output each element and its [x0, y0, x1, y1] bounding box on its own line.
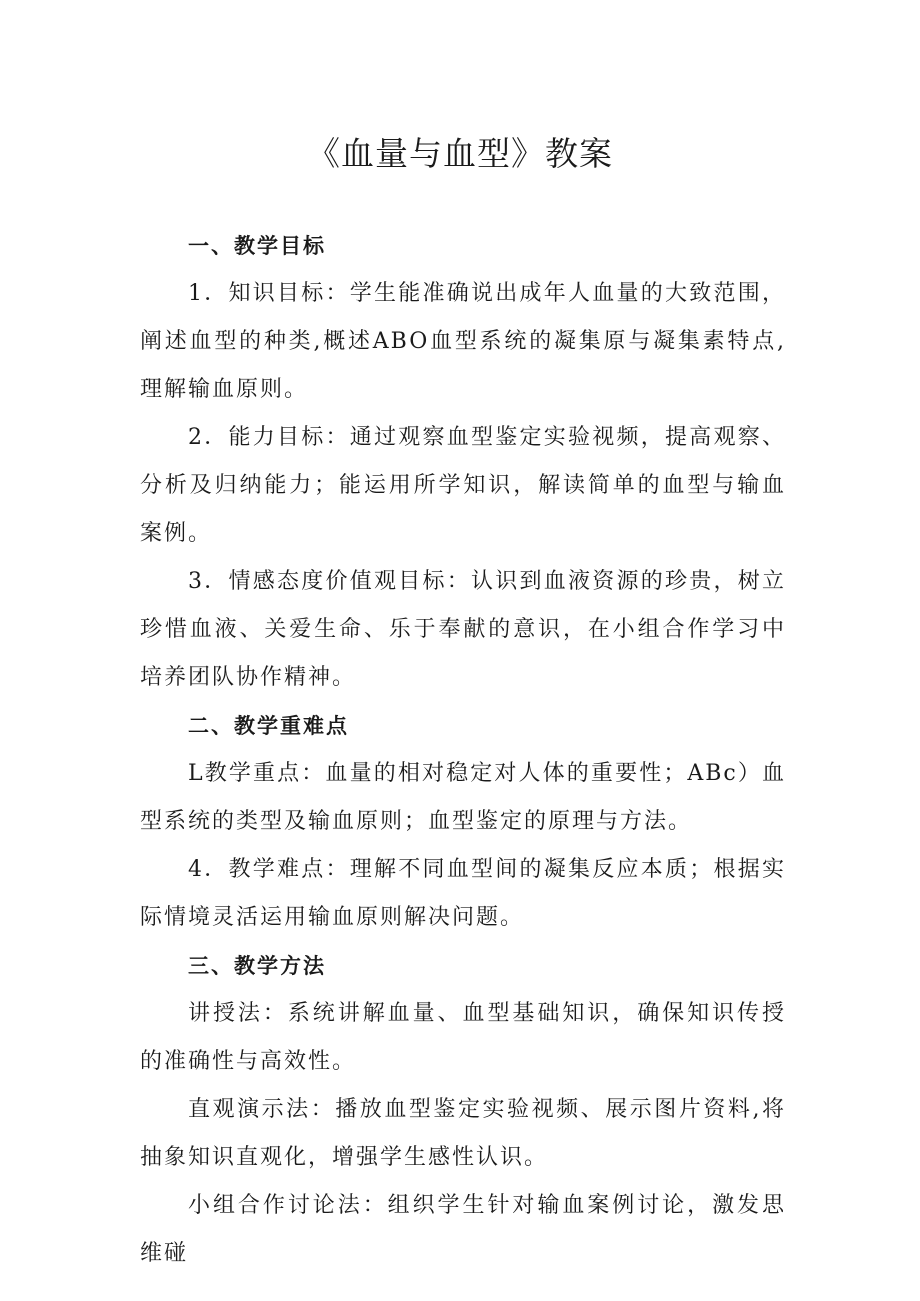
paragraph-lecture-method: 讲授法：系统讲解血量、血型基础知识，确保知识传授的准确性与高效性。: [140, 1001, 786, 1074]
paragraph-ability-objective: 2．能力目标：通过观察血型鉴定实验视频，提高观察、分析及归纳能力；能运用所学知识，解读简单的血型与输血案例。: [140, 425, 786, 546]
document-body: [140, 222, 786, 1278]
section-heading-key-points: 二、教学重难点: [188, 714, 349, 738]
paragraph-group-discussion-method: 小组合作讨论法：组织学生针对输血案例讨论，激发思维碰: [140, 1193, 786, 1266]
paragraph-attitude-objective: 3．情感态度价值观目标：认识到血液资源的珍贵，树立珍惜血液、关爱生命、乐于奉献的意识，在小组合作学习中培养团队协作精神。: [140, 569, 786, 690]
section-heading-methods: 三、教学方法: [188, 954, 326, 978]
document-title: 《血量与血型》教案: [307, 134, 613, 173]
paragraph-knowledge-objective: 1．知识目标：学生能准确说出成年人血量的大致范围，阐述血型的种类,概述ABO血型系统的凝集原与凝集素特点,理解输血原则。: [140, 281, 786, 402]
paragraph-teaching-focus: L教学重点：血量的相对稳定对人体的重要性；ABc）血型系统的类型及输血原则；血型鉴定的原理与方法。: [140, 761, 786, 834]
paragraph-demonstration-method: 直观演示法：播放血型鉴定实验视频、展示图片资料,将抽象知识直观化，增强学生感性认识。: [140, 1097, 786, 1170]
paragraph-teaching-difficulty: 4．教学难点：理解不同血型间的凝集反应本质；根据实际情境灵活运用输血原则解决问题。: [140, 857, 786, 930]
section-heading-objectives: 一、教学目标: [188, 234, 326, 258]
